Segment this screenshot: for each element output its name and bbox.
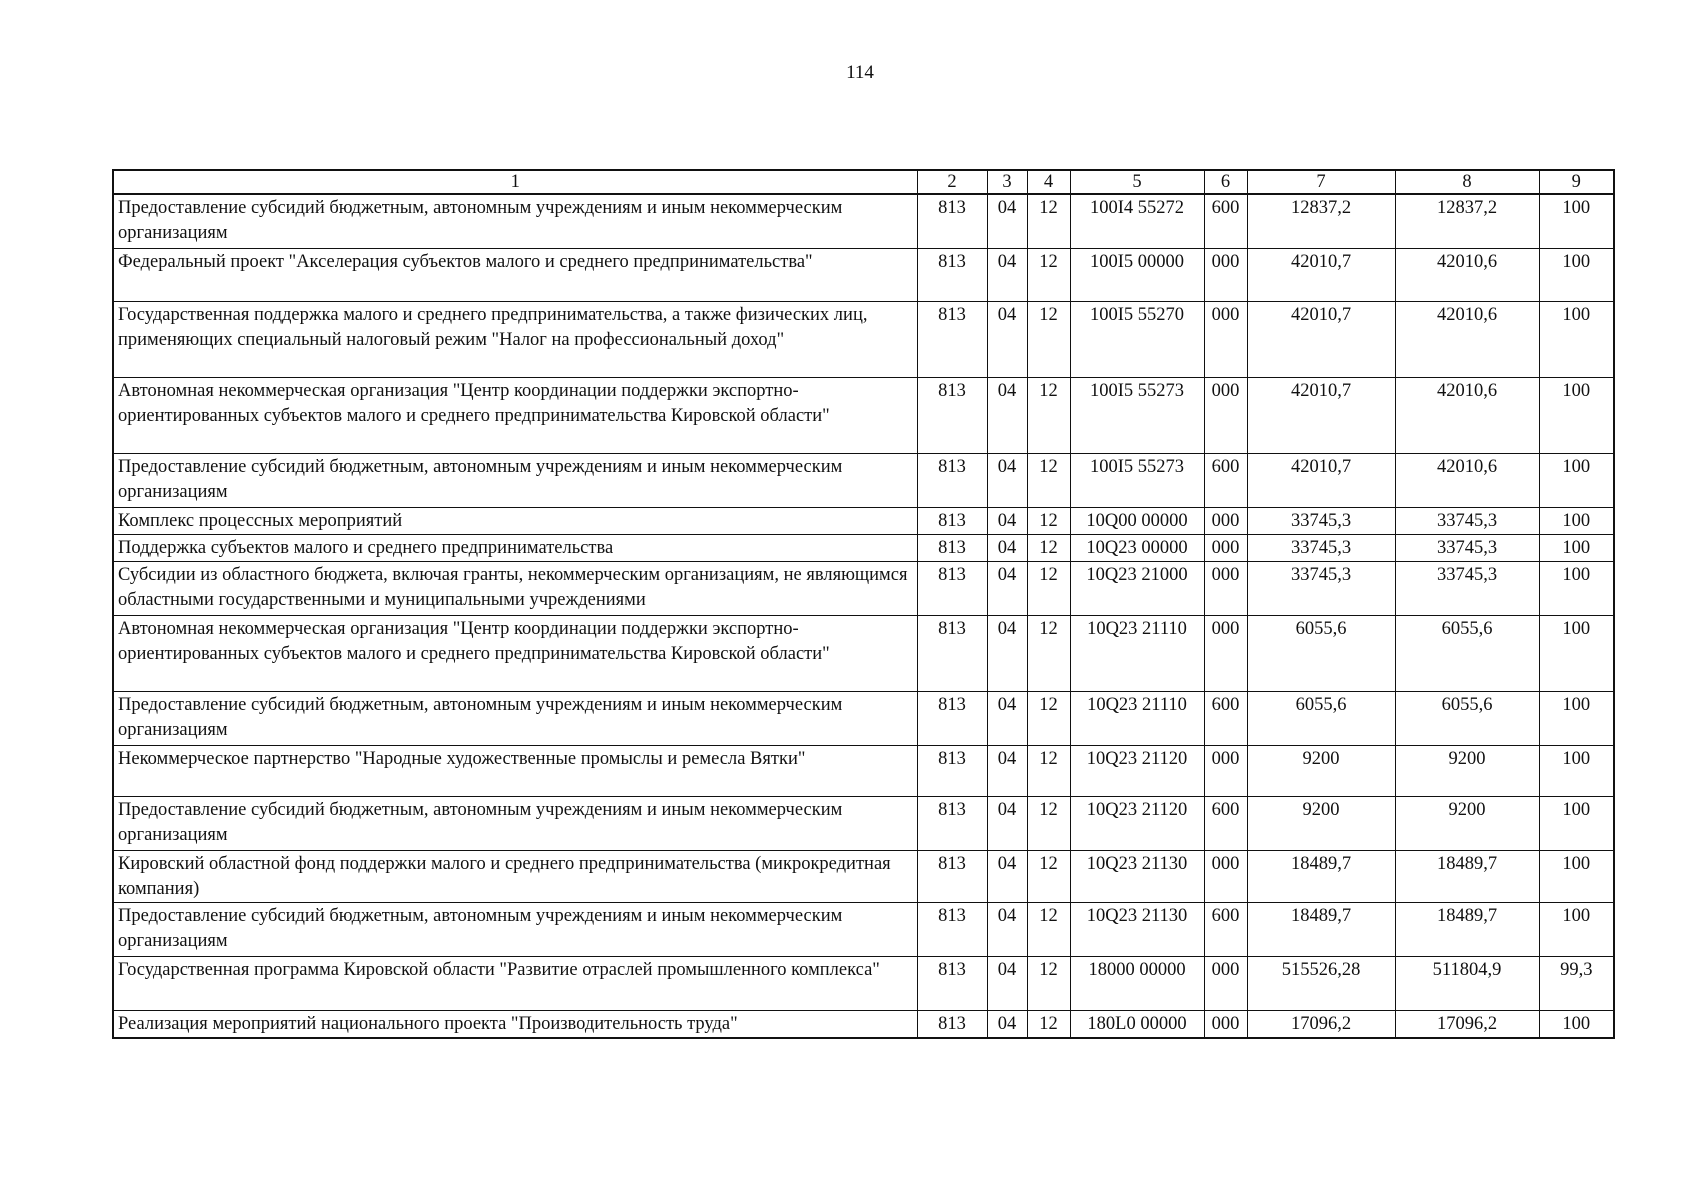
actual-amount-cell: 511804,9 bbox=[1395, 956, 1539, 1010]
subsection-cell: 12 bbox=[1027, 745, 1070, 796]
percent-cell: 100 bbox=[1539, 453, 1614, 507]
code-813-cell: 813 bbox=[917, 453, 987, 507]
row-name-cell: Предоставление субсидий бюджетным, автономным учреждениям и иным некоммерческим организациям bbox=[113, 902, 917, 956]
table-row bbox=[113, 1010, 1614, 1038]
percent-cell: 100 bbox=[1539, 377, 1614, 453]
subsection-cell: 12 bbox=[1027, 301, 1070, 377]
percent-cell: 100 bbox=[1539, 691, 1614, 745]
code-813-cell: 813 bbox=[917, 248, 987, 301]
section-cell: 04 bbox=[987, 561, 1027, 615]
subsection-cell: 12 bbox=[1027, 248, 1070, 301]
section-cell: 04 bbox=[987, 956, 1027, 1010]
section-cell: 04 bbox=[987, 850, 1027, 902]
row-name-cell: Предоставление субсидий бюджетным, автономным учреждениям и иным некоммерческим организациям bbox=[113, 691, 917, 745]
target-article-cell: 10Q23 21110 bbox=[1070, 615, 1204, 691]
target-article-cell: 100I5 55273 bbox=[1070, 453, 1204, 507]
row-name-cell: Предоставление субсидий бюджетным, автономным учреждениям и иным некоммерческим организациям bbox=[113, 796, 917, 850]
actual-amount-cell: 9200 bbox=[1395, 796, 1539, 850]
subsection-cell: 12 bbox=[1027, 956, 1070, 1010]
actual-amount-cell: 9200 bbox=[1395, 745, 1539, 796]
plan-amount-cell: 42010,7 bbox=[1247, 301, 1395, 377]
table-row bbox=[113, 301, 1614, 377]
subsection-cell: 12 bbox=[1027, 561, 1070, 615]
percent-cell: 100 bbox=[1539, 248, 1614, 301]
percent-cell: 100 bbox=[1539, 561, 1614, 615]
subsection-cell: 12 bbox=[1027, 796, 1070, 850]
header-cell: 3 bbox=[987, 170, 1027, 194]
row-name-cell: Предоставление субсидий бюджетным, автономным учреждениям и иным некоммерческим организациям bbox=[113, 194, 917, 248]
percent-cell: 100 bbox=[1539, 301, 1614, 377]
actual-amount-cell: 33745,3 bbox=[1395, 534, 1539, 561]
row-name-cell: Федеральный проект "Акселерация субъектов малого и среднего предпринимательства" bbox=[113, 248, 917, 301]
row-name-cell: Автономная некоммерческая организация "Центр координации поддержки экспортно-ориентированных субъектов малого и среднего предпринимательства Кировской области" bbox=[113, 615, 917, 691]
expense-type-cell: 000 bbox=[1204, 1010, 1247, 1038]
row-name-cell: Кировский областной фонд поддержки малого и среднего предпринимательства (микрокредитная компания) bbox=[113, 850, 917, 902]
plan-amount-cell: 33745,3 bbox=[1247, 507, 1395, 534]
plan-amount-cell: 9200 bbox=[1247, 745, 1395, 796]
percent-cell: 100 bbox=[1539, 534, 1614, 561]
plan-amount-cell: 515526,28 bbox=[1247, 956, 1395, 1010]
actual-amount-cell: 42010,6 bbox=[1395, 377, 1539, 453]
code-813-cell: 813 bbox=[917, 194, 987, 248]
actual-amount-cell: 18489,7 bbox=[1395, 902, 1539, 956]
table-row bbox=[113, 377, 1614, 453]
target-article-cell: 18000 00000 bbox=[1070, 956, 1204, 1010]
subsection-cell: 12 bbox=[1027, 534, 1070, 561]
target-article-cell: 10Q23 21130 bbox=[1070, 850, 1204, 902]
section-cell: 04 bbox=[987, 796, 1027, 850]
expense-type-cell: 600 bbox=[1204, 902, 1247, 956]
actual-amount-cell: 6055,6 bbox=[1395, 691, 1539, 745]
target-article-cell: 100I5 55273 bbox=[1070, 377, 1204, 453]
subsection-cell: 12 bbox=[1027, 691, 1070, 745]
row-name-cell: Предоставление субсидий бюджетным, автономным учреждениям и иным некоммерческим организациям bbox=[113, 453, 917, 507]
percent-cell: 100 bbox=[1539, 745, 1614, 796]
expense-type-cell: 000 bbox=[1204, 956, 1247, 1010]
expense-type-cell: 000 bbox=[1204, 377, 1247, 453]
table-row bbox=[113, 248, 1614, 301]
code-813-cell: 813 bbox=[917, 691, 987, 745]
code-813-cell: 813 bbox=[917, 850, 987, 902]
expense-type-cell: 000 bbox=[1204, 507, 1247, 534]
subsection-cell: 12 bbox=[1027, 902, 1070, 956]
row-name-cell: Некоммерческое партнерство "Народные художественные промыслы и ремесла Вятки" bbox=[113, 745, 917, 796]
subsection-cell: 12 bbox=[1027, 194, 1070, 248]
table-row bbox=[113, 902, 1614, 956]
section-cell: 04 bbox=[987, 194, 1027, 248]
subsection-cell: 12 bbox=[1027, 453, 1070, 507]
section-cell: 04 bbox=[987, 615, 1027, 691]
actual-amount-cell: 18489,7 bbox=[1395, 850, 1539, 902]
row-name-cell: Автономная некоммерческая организация "Центр координации поддержки экспортно-ориентированных субъектов малого и среднего предпринимательства Кировской области" bbox=[113, 377, 917, 453]
subsection-cell: 12 bbox=[1027, 507, 1070, 534]
subsection-cell: 12 bbox=[1027, 1010, 1070, 1038]
header-cell: 9 bbox=[1539, 170, 1614, 194]
plan-amount-cell: 42010,7 bbox=[1247, 377, 1395, 453]
percent-cell: 100 bbox=[1539, 796, 1614, 850]
percent-cell: 99,3 bbox=[1539, 956, 1614, 1010]
header-row bbox=[113, 170, 1614, 194]
percent-cell: 100 bbox=[1539, 1010, 1614, 1038]
code-813-cell: 813 bbox=[917, 1010, 987, 1038]
section-cell: 04 bbox=[987, 301, 1027, 377]
expense-type-cell: 000 bbox=[1204, 301, 1247, 377]
target-article-cell: 10Q23 21110 bbox=[1070, 691, 1204, 745]
percent-cell: 100 bbox=[1539, 615, 1614, 691]
plan-amount-cell: 9200 bbox=[1247, 796, 1395, 850]
expense-type-cell: 000 bbox=[1204, 745, 1247, 796]
target-article-cell: 10Q23 21120 bbox=[1070, 796, 1204, 850]
percent-cell: 100 bbox=[1539, 194, 1614, 248]
actual-amount-cell: 6055,6 bbox=[1395, 615, 1539, 691]
plan-amount-cell: 33745,3 bbox=[1247, 561, 1395, 615]
table-row bbox=[113, 745, 1614, 796]
row-name-cell: Реализация мероприятий национального проекта "Производительность труда" bbox=[113, 1010, 917, 1038]
target-article-cell: 100I5 00000 bbox=[1070, 248, 1204, 301]
actual-amount-cell: 33745,3 bbox=[1395, 561, 1539, 615]
actual-amount-cell: 12837,2 bbox=[1395, 194, 1539, 248]
code-813-cell: 813 bbox=[917, 377, 987, 453]
section-cell: 04 bbox=[987, 248, 1027, 301]
code-813-cell: 813 bbox=[917, 561, 987, 615]
actual-amount-cell: 42010,6 bbox=[1395, 248, 1539, 301]
target-article-cell: 10Q23 00000 bbox=[1070, 534, 1204, 561]
expense-type-cell: 000 bbox=[1204, 561, 1247, 615]
code-813-cell: 813 bbox=[917, 902, 987, 956]
expense-type-cell: 000 bbox=[1204, 615, 1247, 691]
table-row bbox=[113, 850, 1614, 902]
section-cell: 04 bbox=[987, 453, 1027, 507]
actual-amount-cell: 42010,6 bbox=[1395, 453, 1539, 507]
row-name-cell: Поддержка субъектов малого и среднего предпринимательства bbox=[113, 534, 917, 561]
expense-type-cell: 600 bbox=[1204, 691, 1247, 745]
header-cell: 1 bbox=[113, 170, 917, 194]
table-row bbox=[113, 691, 1614, 745]
plan-amount-cell: 18489,7 bbox=[1247, 850, 1395, 902]
row-name-cell: Субсидии из областного бюджета, включая гранты, некоммерческим организациям, не являющимся областными государственными и муниципальными учреждениями bbox=[113, 561, 917, 615]
expense-type-cell: 000 bbox=[1204, 850, 1247, 902]
header-cell: 2 bbox=[917, 170, 987, 194]
table-row bbox=[113, 561, 1614, 615]
expense-type-cell: 000 bbox=[1204, 534, 1247, 561]
code-813-cell: 813 bbox=[917, 534, 987, 561]
code-813-cell: 813 bbox=[917, 615, 987, 691]
actual-amount-cell: 17096,2 bbox=[1395, 1010, 1539, 1038]
code-813-cell: 813 bbox=[917, 796, 987, 850]
header-cell: 4 bbox=[1027, 170, 1070, 194]
expense-type-cell: 600 bbox=[1204, 453, 1247, 507]
section-cell: 04 bbox=[987, 745, 1027, 796]
target-article-cell: 10Q23 21000 bbox=[1070, 561, 1204, 615]
row-name-cell: Государственная поддержка малого и среднего предпринимательства, а также физических лиц, применяющих специальный налоговый режим "Налог на профессиональный доход" bbox=[113, 301, 917, 377]
actual-amount-cell: 33745,3 bbox=[1395, 507, 1539, 534]
target-article-cell: 100I4 55272 bbox=[1070, 194, 1204, 248]
percent-cell: 100 bbox=[1539, 850, 1614, 902]
plan-amount-cell: 42010,7 bbox=[1247, 248, 1395, 301]
target-article-cell: 180L0 00000 bbox=[1070, 1010, 1204, 1038]
percent-cell: 100 bbox=[1539, 902, 1614, 956]
header-cell: 6 bbox=[1204, 170, 1247, 194]
section-cell: 04 bbox=[987, 377, 1027, 453]
subsection-cell: 12 bbox=[1027, 615, 1070, 691]
section-cell: 04 bbox=[987, 1010, 1027, 1038]
target-article-cell: 10Q00 00000 bbox=[1070, 507, 1204, 534]
target-article-cell: 10Q23 21130 bbox=[1070, 902, 1204, 956]
subsection-cell: 12 bbox=[1027, 850, 1070, 902]
row-name-cell: Государственная программа Кировской области "Развитие отраслей промышленного комплекса" bbox=[113, 956, 917, 1010]
budget-table bbox=[112, 169, 1615, 1039]
expense-type-cell: 600 bbox=[1204, 796, 1247, 850]
plan-amount-cell: 18489,7 bbox=[1247, 902, 1395, 956]
table-row bbox=[113, 534, 1614, 561]
plan-amount-cell: 6055,6 bbox=[1247, 615, 1395, 691]
plan-amount-cell: 17096,2 bbox=[1247, 1010, 1395, 1038]
target-article-cell: 100I5 55270 bbox=[1070, 301, 1204, 377]
code-813-cell: 813 bbox=[917, 956, 987, 1010]
page-number: 114 bbox=[846, 62, 874, 83]
actual-amount-cell: 42010,6 bbox=[1395, 301, 1539, 377]
target-article-cell: 10Q23 21120 bbox=[1070, 745, 1204, 796]
section-cell: 04 bbox=[987, 691, 1027, 745]
section-cell: 04 bbox=[987, 902, 1027, 956]
plan-amount-cell: 42010,7 bbox=[1247, 453, 1395, 507]
plan-amount-cell: 12837,2 bbox=[1247, 194, 1395, 248]
code-813-cell: 813 bbox=[917, 745, 987, 796]
header-cell: 8 bbox=[1395, 170, 1539, 194]
table-row bbox=[113, 796, 1614, 850]
percent-cell: 100 bbox=[1539, 507, 1614, 534]
plan-amount-cell: 33745,3 bbox=[1247, 534, 1395, 561]
table-row bbox=[113, 194, 1614, 248]
section-cell: 04 bbox=[987, 507, 1027, 534]
row-name-cell: Комплекс процессных мероприятий bbox=[113, 507, 917, 534]
table-row bbox=[113, 453, 1614, 507]
table-row bbox=[113, 956, 1614, 1010]
header-cell: 7 bbox=[1247, 170, 1395, 194]
expense-type-cell: 000 bbox=[1204, 248, 1247, 301]
code-813-cell: 813 bbox=[917, 507, 987, 534]
table-row bbox=[113, 615, 1614, 691]
expense-type-cell: 600 bbox=[1204, 194, 1247, 248]
table-row bbox=[113, 507, 1614, 534]
plan-amount-cell: 6055,6 bbox=[1247, 691, 1395, 745]
section-cell: 04 bbox=[987, 534, 1027, 561]
header-cell: 5 bbox=[1070, 170, 1204, 194]
subsection-cell: 12 bbox=[1027, 377, 1070, 453]
code-813-cell: 813 bbox=[917, 301, 987, 377]
